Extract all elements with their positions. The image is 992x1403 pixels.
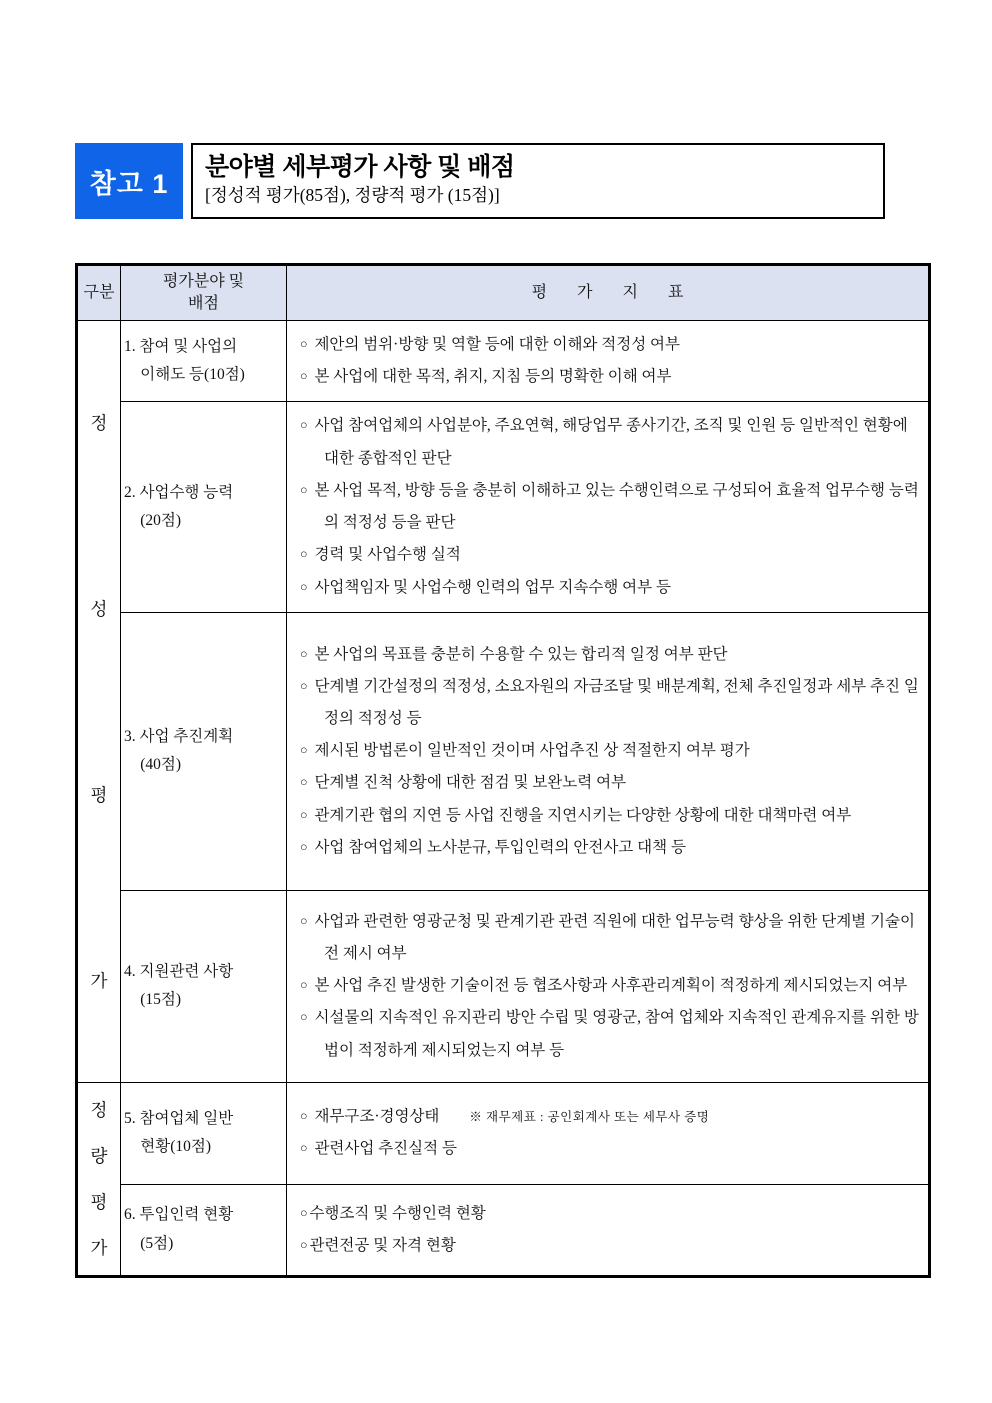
row-indicators (287, 1184, 930, 1276)
circle-bullet-icon: ○ (300, 337, 308, 351)
circle-bullet-icon: ○ (300, 978, 308, 993)
circle-bullet-icon: ○ (300, 1010, 308, 1025)
indicator-item: ○ 단계별 진척 상황에 대한 점검 및 보완노력 여부 (300, 774, 627, 792)
row-label: 1. 참여 및 사업의 이해도 등(10점) (121, 321, 287, 402)
column-header-indicator: 평 가 지 표 (287, 265, 930, 321)
circle-bullet-icon: ○ (300, 743, 308, 758)
circle-bullet-icon: ○ (300, 1109, 308, 1124)
circle-bullet-icon: ○ (300, 369, 308, 384)
group-qualitative-label: 정 성 평 가 (90, 412, 108, 991)
table-row (77, 890, 930, 1082)
row-indicators (287, 612, 930, 890)
indicator-item: ○ 사업책임자 및 사업수행 인력의 업무 지속수행 여부 등 (300, 578, 671, 596)
table-row (77, 612, 930, 890)
financial-statement-note: ※ 재무제표 : 공인회계사 또는 세무사 증명 (469, 1110, 710, 1125)
indicator-item: ○ 본 사업의 목표를 충분히 수용할 수 있는 합리적 일정 여부 판단 (300, 645, 728, 663)
column-header-field (121, 265, 287, 321)
table-row (77, 1082, 930, 1184)
circle-bullet-icon: ○ (300, 1237, 308, 1252)
circle-bullet-icon: ○ (300, 678, 308, 693)
indicator-item: ○ 경력 및 사업수행 실적 (300, 546, 461, 564)
circle-bullet-icon: ○ (300, 775, 308, 790)
title-box (191, 143, 885, 219)
indicator-item: ○ 사업 참여업체의 노사분규, 투입인력의 안전사고 대책 등 (300, 838, 686, 856)
group-qualitative (77, 321, 121, 1083)
circle-bullet-icon: ○ (300, 1141, 308, 1156)
reference-badge (75, 143, 183, 219)
circle-bullet-icon: ○ (300, 482, 308, 497)
row-label: 5. 참여업체 일반 현황(10점) (121, 1082, 287, 1184)
indicator-item: ○ 사업 참여업체의 사업분야, 주요연혁, 해당업무 종사기간, 조직 및 인원 등 일반적인 현황에 대한 종합적인 판단 (300, 417, 908, 467)
table-row (77, 1184, 930, 1276)
circle-bullet-icon: ○ (300, 807, 308, 822)
table-row (77, 321, 930, 402)
indicator-item: ○ 본 사업 목적, 방향 등을 충분히 이해하고 있는 수행인력으로 구성되어 효율적 업무수행 능력의 적정성 등을 판단 (300, 481, 919, 532)
indicator-item: ○ 단계별 기간설정의 적정성, 소요자원의 자금조달 및 배분계획, 전체 추진일정과 세부 추진 일정의 적정성 등 (300, 677, 919, 728)
reference-badge-label: 참고 1 (89, 168, 169, 199)
indicator-item: ○ 관계기관 협의 지연 등 사업 진행을 지연시키는 다양한 상황에 대한 대책마련 여부 (300, 806, 852, 824)
circle-bullet-icon: ○ (300, 646, 308, 661)
indicator-item: ○ 제안의 범위·방향 및 역할 등에 대한 이해와 적정성 여부 (300, 336, 681, 353)
table-header-row (77, 265, 930, 321)
circle-bullet-icon: ○ (300, 913, 308, 928)
page-subtitle: [정성적 평가(85점), 정량적 평가 (15점)] (205, 185, 500, 206)
indicator-item: ○ 시설물의 지속적인 유지관리 방안 수립 및 영광군, 참여 업체와 지속적인 관계유지를 위한 방법이 적정하게 제시되었는지 여부 등 (300, 1009, 919, 1059)
indicator-item: ○ 제시된 방법론이 일반적인 것이며 사업추진 상 적절한지 여부 평가 (300, 742, 750, 760)
row-indicators (287, 890, 930, 1082)
group-quantitative-label: 정 량 평 가 (90, 1100, 108, 1259)
row-indicators (287, 321, 930, 402)
row-label: 3. 사업 추진계획 (40점) (121, 612, 287, 890)
indicator-item: ○ 관련사업 추진실적 등 (300, 1140, 457, 1158)
row-label: 4. 지원관련 사항 (15점) (121, 890, 287, 1082)
column-header-category: 구분 (77, 265, 121, 321)
row-label: 2. 사업수행 능력 (20점) (121, 402, 287, 612)
indicator-item: ○ 관련전공 및 자격 현황 (300, 1236, 456, 1254)
page-title: 분야별 세부평가 사항 및 배점 (205, 153, 515, 181)
indicator-item: ○ 수행조직 및 수행인력 현황 (300, 1204, 486, 1222)
group-quantitative (77, 1082, 121, 1276)
evaluation-table (75, 263, 931, 1278)
header-band (75, 143, 885, 219)
row-indicators (287, 402, 930, 612)
circle-bullet-icon: ○ (300, 1205, 308, 1220)
indicator-item: ○ 재무구조·경영상태 ※ 재무제표 : 공인회계사 또는 세무사 증명 (300, 1108, 710, 1126)
circle-bullet-icon: ○ (300, 839, 308, 854)
circle-bullet-icon: ○ (300, 418, 308, 433)
column-header-field-line2: 배점 (188, 295, 219, 312)
circle-bullet-icon: ○ (300, 579, 308, 594)
row-indicators (287, 1082, 930, 1184)
indicator-item: ○ 본 사업에 대한 목적, 취지, 지침 등의 명확한 이해 여부 (300, 368, 672, 386)
column-header-field-line1: 평가분야 및 (162, 273, 245, 291)
indicator-item: ○ 사업과 관련한 영광군청 및 관계기관 관련 직원에 대한 업무능력 향상을 위한 단계별 기술이전 제시 여부 (300, 912, 915, 963)
row-label: 6. 투입인력 현황 (5점) (121, 1184, 287, 1276)
table-row (77, 402, 930, 612)
indicator-item: ○ 본 사업 추진 발생한 기술이전 등 협조사항과 사후관리계획이 적정하게 제시되었는지 여부 (300, 977, 908, 995)
circle-bullet-icon: ○ (300, 547, 308, 562)
